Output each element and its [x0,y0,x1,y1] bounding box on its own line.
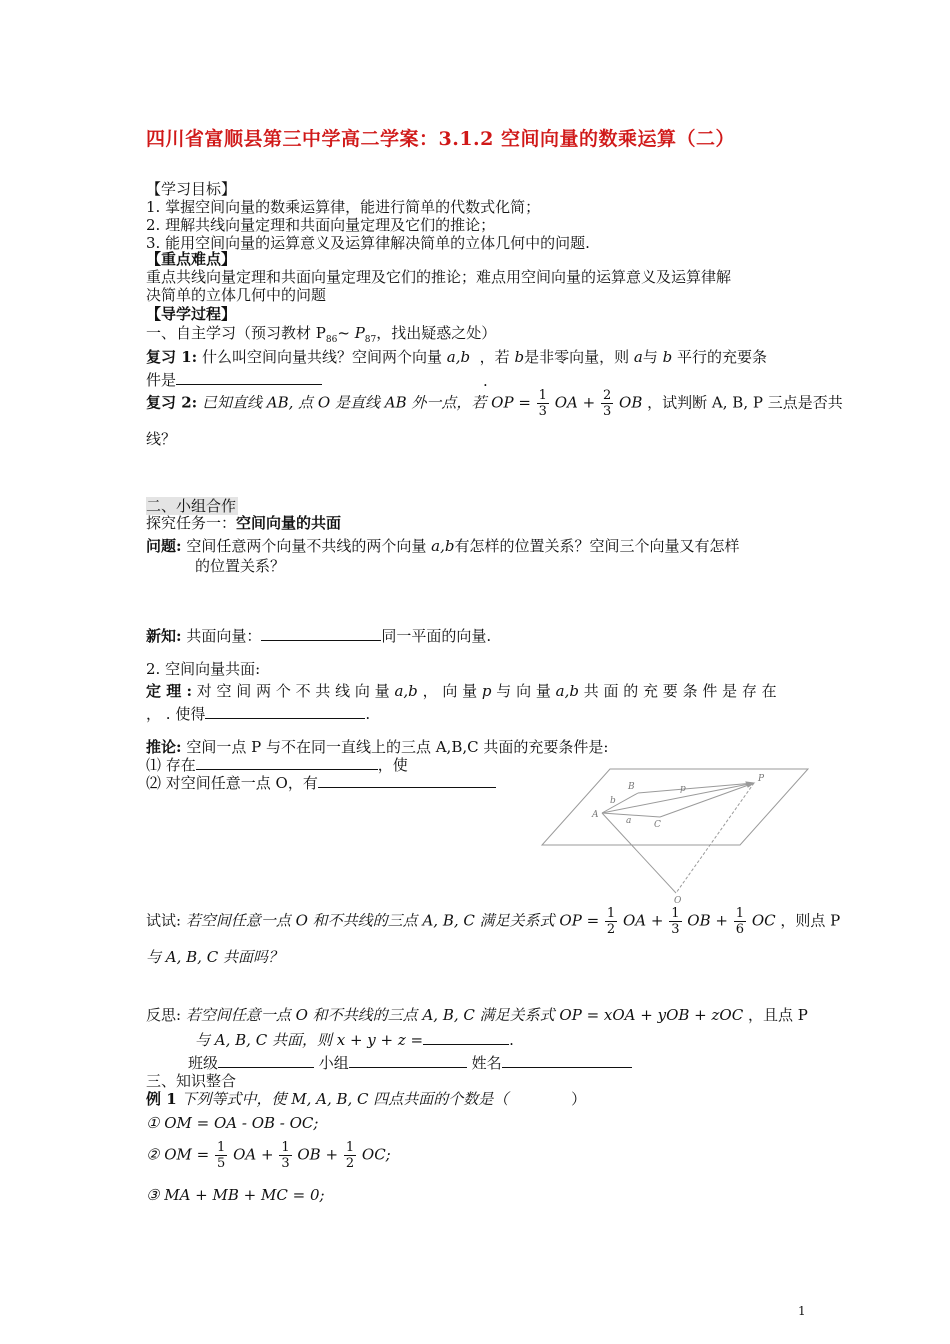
corollary-2 [146,773,496,792]
task-line [146,514,341,532]
reflect-text: 若空间任意一点 O 和不共线的三点 A, B, C 满足关系式 [185,1006,555,1024]
fraction-num: 1 [281,1140,290,1155]
review-text: 什么叫空间向量共线？空间两个向量 [201,348,442,366]
example-1 [146,1090,586,1108]
trial-label: 试试: [146,911,182,930]
reflect-text: . [509,1031,514,1049]
sec1-sub: 87 [364,335,377,345]
answer-blank[interactable] [423,1030,509,1045]
page-number: 1 [798,1304,806,1318]
fraction [279,1140,291,1171]
formula: OC; [361,1145,391,1164]
answer-blank[interactable] [196,755,378,770]
reflect-line2 [195,1030,514,1049]
key-header: 【重点难点】 [146,250,237,268]
theorem-text: 对 空 间 两 个 不 共 线 向 量 [196,682,390,700]
review-text: 平行的充要条 [677,348,768,366]
fraction-den: 3 [671,922,680,937]
theorem-line2 [146,704,370,723]
vector-symbol: a,b [431,537,455,555]
question-text: 有怎样的位置关系？空间三个向量又有怎样 [454,537,740,555]
option-2 [146,1140,391,1171]
fraction-den: 3 [281,1156,290,1171]
formula: OP = xOA + yOB + zOC [559,1006,744,1024]
formula: x + y + z = [336,1031,424,1049]
review-2-label: 复习 2: [146,393,198,412]
group-label: 小组 [318,1054,349,1072]
figure-label: a [626,816,632,826]
vector-symbol: p [481,682,492,700]
reflect-text: ，且点 P [747,1006,808,1024]
vector-symbol: b [662,348,673,366]
answer-blank[interactable] [176,370,322,385]
plane-parallelogram [542,769,808,845]
fraction-den: 2 [345,1156,355,1171]
fraction [734,906,746,937]
figure-label: O [674,896,682,905]
formula: OC [751,911,776,930]
reflect-text: 与 A, B, C 共面，则 [195,1031,332,1049]
goal-item: 2. 理解共线向量定理和共面向量定理及它们的推论； [146,216,496,234]
review-2 [146,388,843,419]
formula: OA + [233,1145,274,1164]
reflect-label: 反思: [146,1006,182,1024]
vector-symbol: a,b [446,348,471,366]
new-text: 同一平面的向量. [381,627,492,645]
vector-symbol: a,b [394,682,418,700]
theorem-text: . [365,705,371,723]
review-text: 是非零向量，则 [524,348,630,366]
question-line2: 的位置关系？ [195,557,286,575]
question [146,537,739,555]
segment-AP [602,783,754,813]
figure-label: b [610,796,616,806]
option-1: ① OM = OA - OB - OC; [146,1114,319,1132]
key-line: 重点共线向量定理和共面向量定理及它们的推论；难点用空间向量的运算意义及运算律解 [146,268,732,286]
fraction-num: 1 [671,906,680,921]
theorem-text: 与 向 量 [496,682,551,700]
fraction-num: 1 [735,906,745,921]
fraction [344,1140,356,1171]
goal-item: 3. 能用空间向量的运算意义及运算律解决简单的立体几何中的问题. [146,234,590,252]
formula: OP = [491,393,531,412]
figure-label: B [628,782,635,792]
section-3-header: 三、知识整合 [146,1072,237,1090]
formula: OB [619,393,643,412]
review-1-label: 复习 1: [146,348,198,366]
formula: OA + [622,911,664,930]
sec1-text: 一、自主学习（预习教材 P [146,324,326,342]
segment-AO [602,813,676,893]
corollary-1 [146,755,408,774]
fraction-den: 3 [538,404,547,419]
fraction [605,906,617,937]
option-3: ③ MA + MB + MC = 0; [146,1186,325,1204]
corollary-text: ，使 [377,756,408,774]
new-label: 新知: [146,627,182,645]
figure-label: p [680,784,686,794]
section-1-header [146,324,496,349]
formula: ② OM = [146,1145,210,1164]
corollary-label: 推论: [146,738,182,756]
fraction-num: 1 [217,1140,226,1155]
formula: OA + [554,393,596,412]
segment-PO [676,783,754,893]
formula: OB + [687,911,728,930]
fraction-num: 1 [538,388,547,403]
sec1-tilde: ~ [337,324,350,342]
corollary-text: 空间一点 P 与不在同一直线上的三点 A,B,C 共面的充要条件是: [186,738,609,756]
fraction [601,388,613,419]
new-text: 共面向量： [186,627,262,645]
process-header: 【导学过程】 [146,305,237,323]
review-2-line2: 线？ [146,430,177,448]
goal-item: 1. 掌握空间向量的数乘运算律，能进行简单的代数式化简； [146,198,541,216]
trial-line2: 与 A, B, C 共面吗？ [146,948,283,966]
figure-label: A [592,810,599,820]
key-line: 决简单的立体几何中的问题 [146,286,327,304]
corollary-text: ⑵ 对空间任意一点 O，有 [146,774,318,792]
group-blank[interactable] [349,1053,467,1068]
sec1-tail: ，找出疑惑之处） [376,324,497,342]
task-title: 空间向量的共面 [236,514,342,532]
corollary [146,738,608,756]
example-text: 下列等式中，使 M, A, B, C 四点共面的个数是（ [181,1090,509,1108]
review-text: 件是 [146,371,177,389]
coplanar-figure [540,765,812,905]
corollary-text: ⑴ 存在 [146,756,196,774]
answer-blank[interactable] [261,626,381,641]
fraction [215,1140,227,1171]
trial-text: ，则点 P [780,911,841,930]
review-1-line2 [146,370,322,389]
name-label: 姓名 [471,1054,502,1072]
review-text: ，试判断 A, B, P 三点是否共 [647,393,843,412]
review-text: 与 [642,348,658,366]
fraction-num: 2 [602,388,612,403]
class-blank[interactable] [218,1053,314,1068]
theorem [146,682,777,700]
fraction-den: 3 [602,404,612,419]
page-title: 四川省富顺县第三中学高二学案：3.1.2 空间向量的数乘运算（二） [146,128,736,150]
vector-symbol: b [514,348,525,366]
fraction [537,388,549,419]
theorem-text: . 使得 [165,705,206,723]
vector-symbol: a [633,348,643,366]
segment-BP [638,783,754,793]
segment-AB [602,793,638,813]
figure-label: P [758,774,765,784]
fraction-den: 5 [217,1156,226,1171]
trial-text: 若空间任意一点 O 和不共线的三点 A, B, C 满足关系式 [185,911,555,930]
class-label: 班级 [188,1054,219,1072]
new-knowledge [146,626,491,645]
formula: OP = [559,911,600,930]
vector-symbol: a,b [555,682,579,700]
review-1 [146,348,767,366]
goals-header: 【学习目标】 [146,180,237,198]
item-2: 2. 空间向量共面: [146,660,261,678]
theorem-label: 定 理 : [146,682,192,700]
sec1-sub: 86 [325,335,338,345]
review-text: 已知直线 AB, 点 O 是直线 AB 外一点，若 [201,393,487,412]
figure-label: C [654,820,661,830]
review-text: ，若 [479,348,510,366]
answer-blank[interactable] [318,773,496,788]
answer-blank[interactable] [205,704,365,719]
example-label: 例 1 [146,1090,177,1108]
sec1-p2: P [354,324,365,342]
trial [146,906,840,937]
theorem-text: ， 向 量 [422,682,478,700]
question-text: 空间任意两个向量不共线的两个向量 [186,537,427,555]
example-close: ） [571,1090,587,1108]
theorem-text: 共 面 的 充 要 条 件 是 存 在 [583,682,777,700]
section-2-header: 二、小组合作 [146,497,237,515]
signin-row [188,1053,632,1072]
reflect [146,1006,808,1024]
review-1-dot: . [483,372,488,390]
fraction-num: 1 [345,1140,355,1155]
formula: OB + [297,1145,339,1164]
theorem-text: ， [146,705,162,723]
name-blank[interactable] [502,1053,632,1068]
fraction-num: 1 [606,906,616,921]
question-label: 问题: [146,537,182,555]
task-label: 探究任务一： [146,514,237,532]
fraction-den: 2 [606,922,616,937]
segment-CP [660,783,754,817]
fraction [669,906,681,937]
fraction-den: 6 [735,922,745,937]
